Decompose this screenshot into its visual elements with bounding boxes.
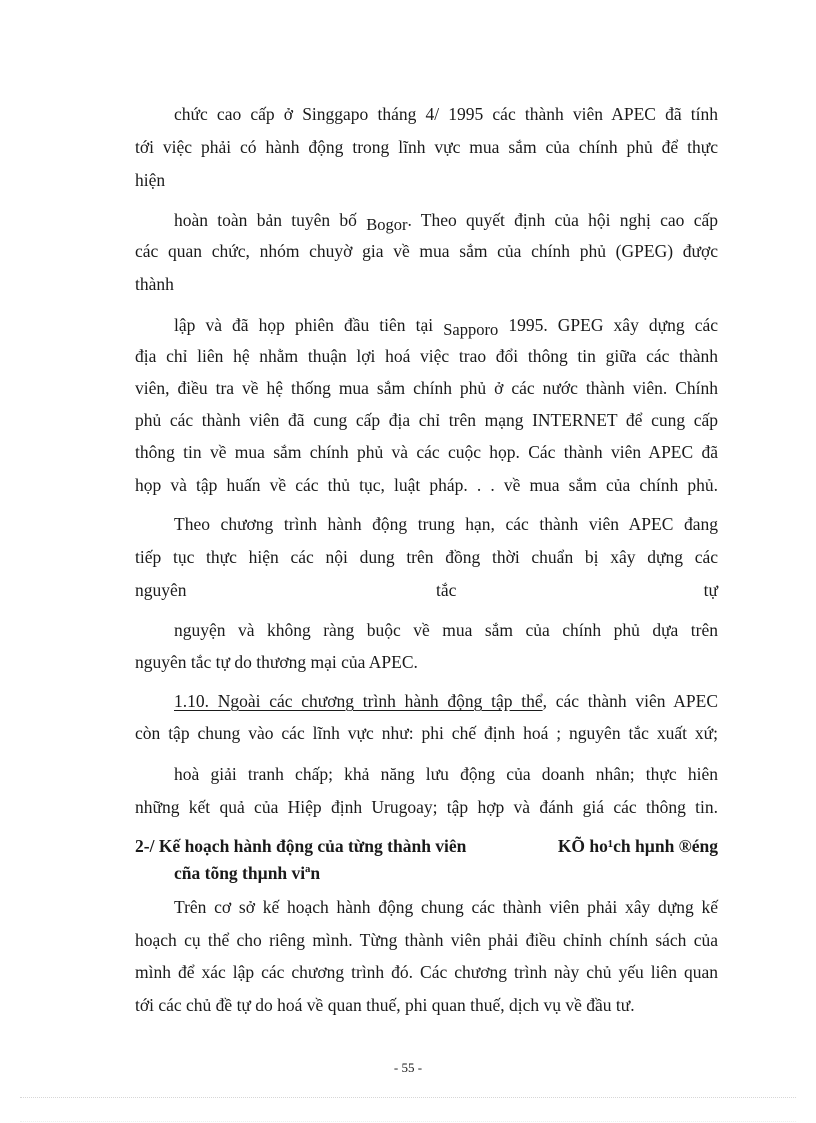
place-name: Sapporo — [443, 320, 499, 339]
bottom-divider — [20, 1121, 796, 1122]
text-segment: , các thành viên APEC — [542, 691, 719, 711]
page-number: - 55 - — [393, 1060, 423, 1075]
text-line: tiếp tục thực hiện các nội dung trên đồng thời chuẩn bị xây dựng các — [135, 547, 718, 567]
text-line — [174, 314, 718, 341]
text-line: những kết quả của Hiệp định Urugoay; tập hợp và đánh giá các thông tin. — [135, 797, 718, 817]
heading-garbled-text: KÕ ho¹ch hµnh ®éng — [557, 836, 718, 856]
text-line: viên, điều tra về hệ thống mua sắm chính phủ ở các nước thành viên. Chính — [135, 378, 718, 398]
text-line: Theo chương trình hành động trung hạn, các thành viên APEC đang — [174, 514, 718, 534]
text-segment: . Theo quyết định của hội nghị cao cấp — [407, 210, 718, 230]
text-line: tới việc phải có hành động trong lĩnh vực mua sắm của chính phủ để thực — [135, 137, 718, 157]
text-line: hiện — [135, 170, 166, 190]
text-line: địa chỉ liên hệ nhằm thuận lợi hoá việc trao đổi thông tin giữa các thành — [135, 346, 718, 366]
footer-divider — [20, 1097, 796, 1098]
text-line: Trên cơ sở kế hoạch hành động chung các thành viên phải xây dựng kế — [174, 897, 718, 917]
text-line: hoà giải tranh chấp; khả năng lưu động của doanh nhân; thực hiên — [174, 764, 718, 784]
text-line: mình để xác lập các chương trình đó. Các chương trình này chủ yếu liên quan — [135, 962, 718, 982]
text-line: còn tập chung vào các lĩnh vực như: phi chế định hoá ; nguyên tắc xuất xứ; — [135, 723, 718, 743]
text-line: chức cao cấp ở Singgapo tháng 4/ 1995 các thành viên APEC đã tính — [174, 104, 718, 124]
text-line — [174, 690, 718, 712]
text-line: hoạch cụ thể cho riêng mình. Từng thành viên phải điều chỉnh chính sách của — [135, 930, 718, 950]
text-line: các quan chức, nhóm chuyờ gia về mua sắm của chính phủ (GPEG) được — [135, 241, 718, 261]
text-segment: lập và đã họp phiên đầu tiên tại — [174, 315, 434, 335]
place-name: Bogor — [366, 215, 408, 234]
text-segment: 1995. GPEG xây dựng các — [508, 315, 719, 335]
heading-text: 2-/ Kế hoạch hành động của từng thành viên — [135, 836, 467, 856]
section-number-title: 1.10. Ngoài các chương trình hành động tập thể — [174, 691, 543, 711]
text-segment: tự — [703, 580, 718, 600]
text-line: nguyên tắc tự do thương mại của APEC. — [135, 652, 418, 672]
text-line: nguyện và không ràng buộc về mua sắm của chính phủ dựa trên — [174, 620, 718, 640]
section-heading — [135, 835, 718, 857]
section-heading-continuation: cña tõng thµnh viªn — [174, 863, 321, 883]
text-line: thông tin về mua sắm chính phủ và các cuộc họp. Các thành viên APEC đã — [135, 442, 718, 462]
text-line — [174, 209, 718, 236]
text-line: họp và tập huấn về các thủ tục, luật pháp. . . về mua sắm của chính phủ. — [135, 475, 718, 495]
text-line: phủ các thành viên đã cung cấp địa chỉ trên mạng INTERNET để cung cấp — [135, 410, 718, 430]
text-line: thành — [135, 274, 174, 294]
text-segment: nguyên — [135, 580, 187, 600]
text-segment: tắc — [436, 580, 457, 600]
text-line: tới các chủ đề tự do hoá về quan thuế, phi quan thuế, dịch vụ về đầu tư. — [135, 995, 635, 1015]
text-segment: hoàn toàn bản tuyên bố — [174, 210, 357, 230]
